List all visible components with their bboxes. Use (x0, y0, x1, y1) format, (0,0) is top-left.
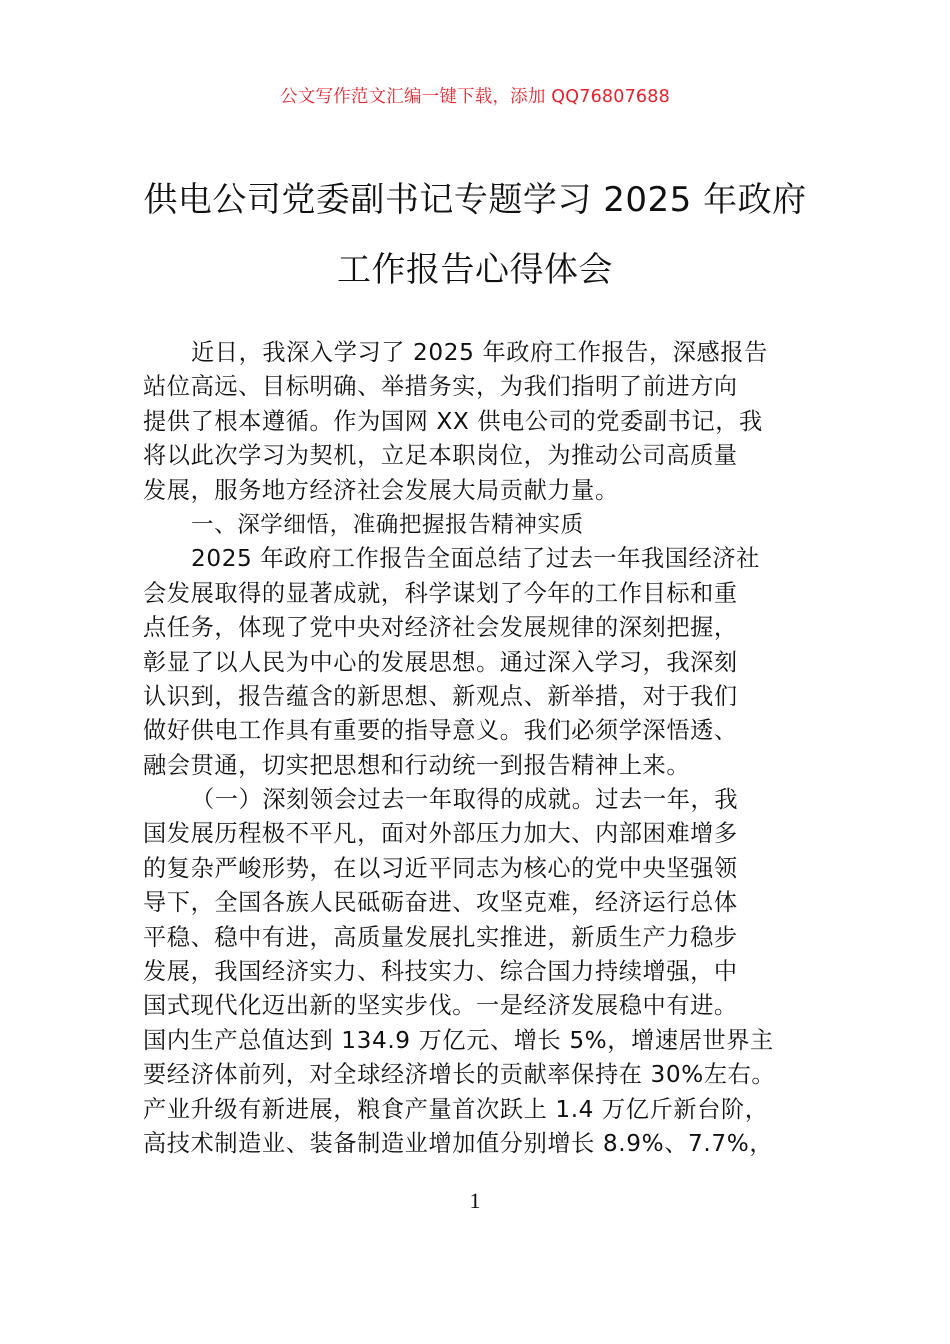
text-line: 产业升级有新进展，粮食产量首次跃上 1.4 万亿斤新台阶， (143, 1095, 769, 1123)
text-line: 提供了根本遵循。作为国网 XX 供电公司的党委副书记，我 (143, 407, 763, 435)
text-line: 点任务，体现了党中央对经济社会发展规律的深刻把握， (143, 614, 738, 642)
paragraph-achievements (143, 783, 813, 1161)
text-line: 会发展取得的显著成就，科学谋划了今年的工作目标和重 (143, 579, 738, 607)
text-line: 要经济体前列，对全球经济增长的贡献率保持在 30%左右。 (143, 1061, 776, 1089)
section-heading-1 (143, 508, 813, 542)
document-title-line-1: 供电公司党委副书记专题学习 2025 年政府 (143, 180, 807, 220)
text-line: 彰显了以人民为中心的发展思想。通过深入学习，我深刻 (143, 648, 738, 676)
text-line: 国式现代化迈出新的坚实步伐。一是经济发展稳中有进。 (143, 992, 738, 1020)
text-line: （一）深刻领会过去一年取得的成就。过去一年，我 (191, 786, 739, 814)
text-line: 国发展历程极不平凡，面对外部压力加大、内部困难增多 (143, 820, 738, 848)
text-line: 发展，我国经济实力、科技实力、综合国力持续增强，中 (143, 958, 738, 986)
text-line: 发展，服务地方经济社会发展大局贡献力量。 (143, 476, 619, 504)
page-number: 1 (469, 1188, 481, 1213)
text-line: 高技术制造业、装备制造业增加值分别增长 8.9%、7.7%， (143, 1129, 774, 1157)
text-line: 做好供电工作具有重要的指导意义。我们必须学深悟透、 (143, 717, 738, 745)
text-line: 平稳、稳中有进，高质量发展扎实推进，新质生产力稳步 (143, 923, 738, 951)
paragraph-intro (143, 336, 813, 508)
text-line: 融会贯通，切实把思想和行动统一到报告精神上来。 (143, 751, 691, 779)
watermark-banner: 公文写作范文汇编一键下载，添加 QQ76807688 (280, 87, 670, 107)
heading-text: 一、深学细悟，准确把握报告精神实质 (191, 511, 584, 538)
document-title-line-2: 工作报告心得体会 (337, 250, 613, 290)
paragraph-summary (143, 542, 813, 783)
text-line: 将以此次学习为契机，立足本职岗位，为推动公司高质量 (143, 442, 738, 470)
text-line: 导下，全国各族人民砥砺奋进、攻坚克难，经济运行总体 (143, 889, 738, 917)
text-line: 2025 年政府工作报告全面总结了过去一年我国经济社 (191, 545, 760, 573)
document-body (143, 336, 813, 1161)
text-line: 认识到，报告蕴含的新思想、新观点、新举措，对于我们 (143, 682, 738, 710)
text-line: 近日，我深入学习了 2025 年政府工作报告，深感报告 (191, 339, 768, 366)
text-line: 站位高远、目标明确、举措务实，为我们指明了前进方向 (143, 373, 738, 401)
text-line: 国内生产总值达到 134.9 万亿元、增长 5%，增速居世界主 (143, 1026, 774, 1054)
text-line: 的复杂严峻形势，在以习近平同志为核心的党中央坚强领 (143, 854, 738, 882)
